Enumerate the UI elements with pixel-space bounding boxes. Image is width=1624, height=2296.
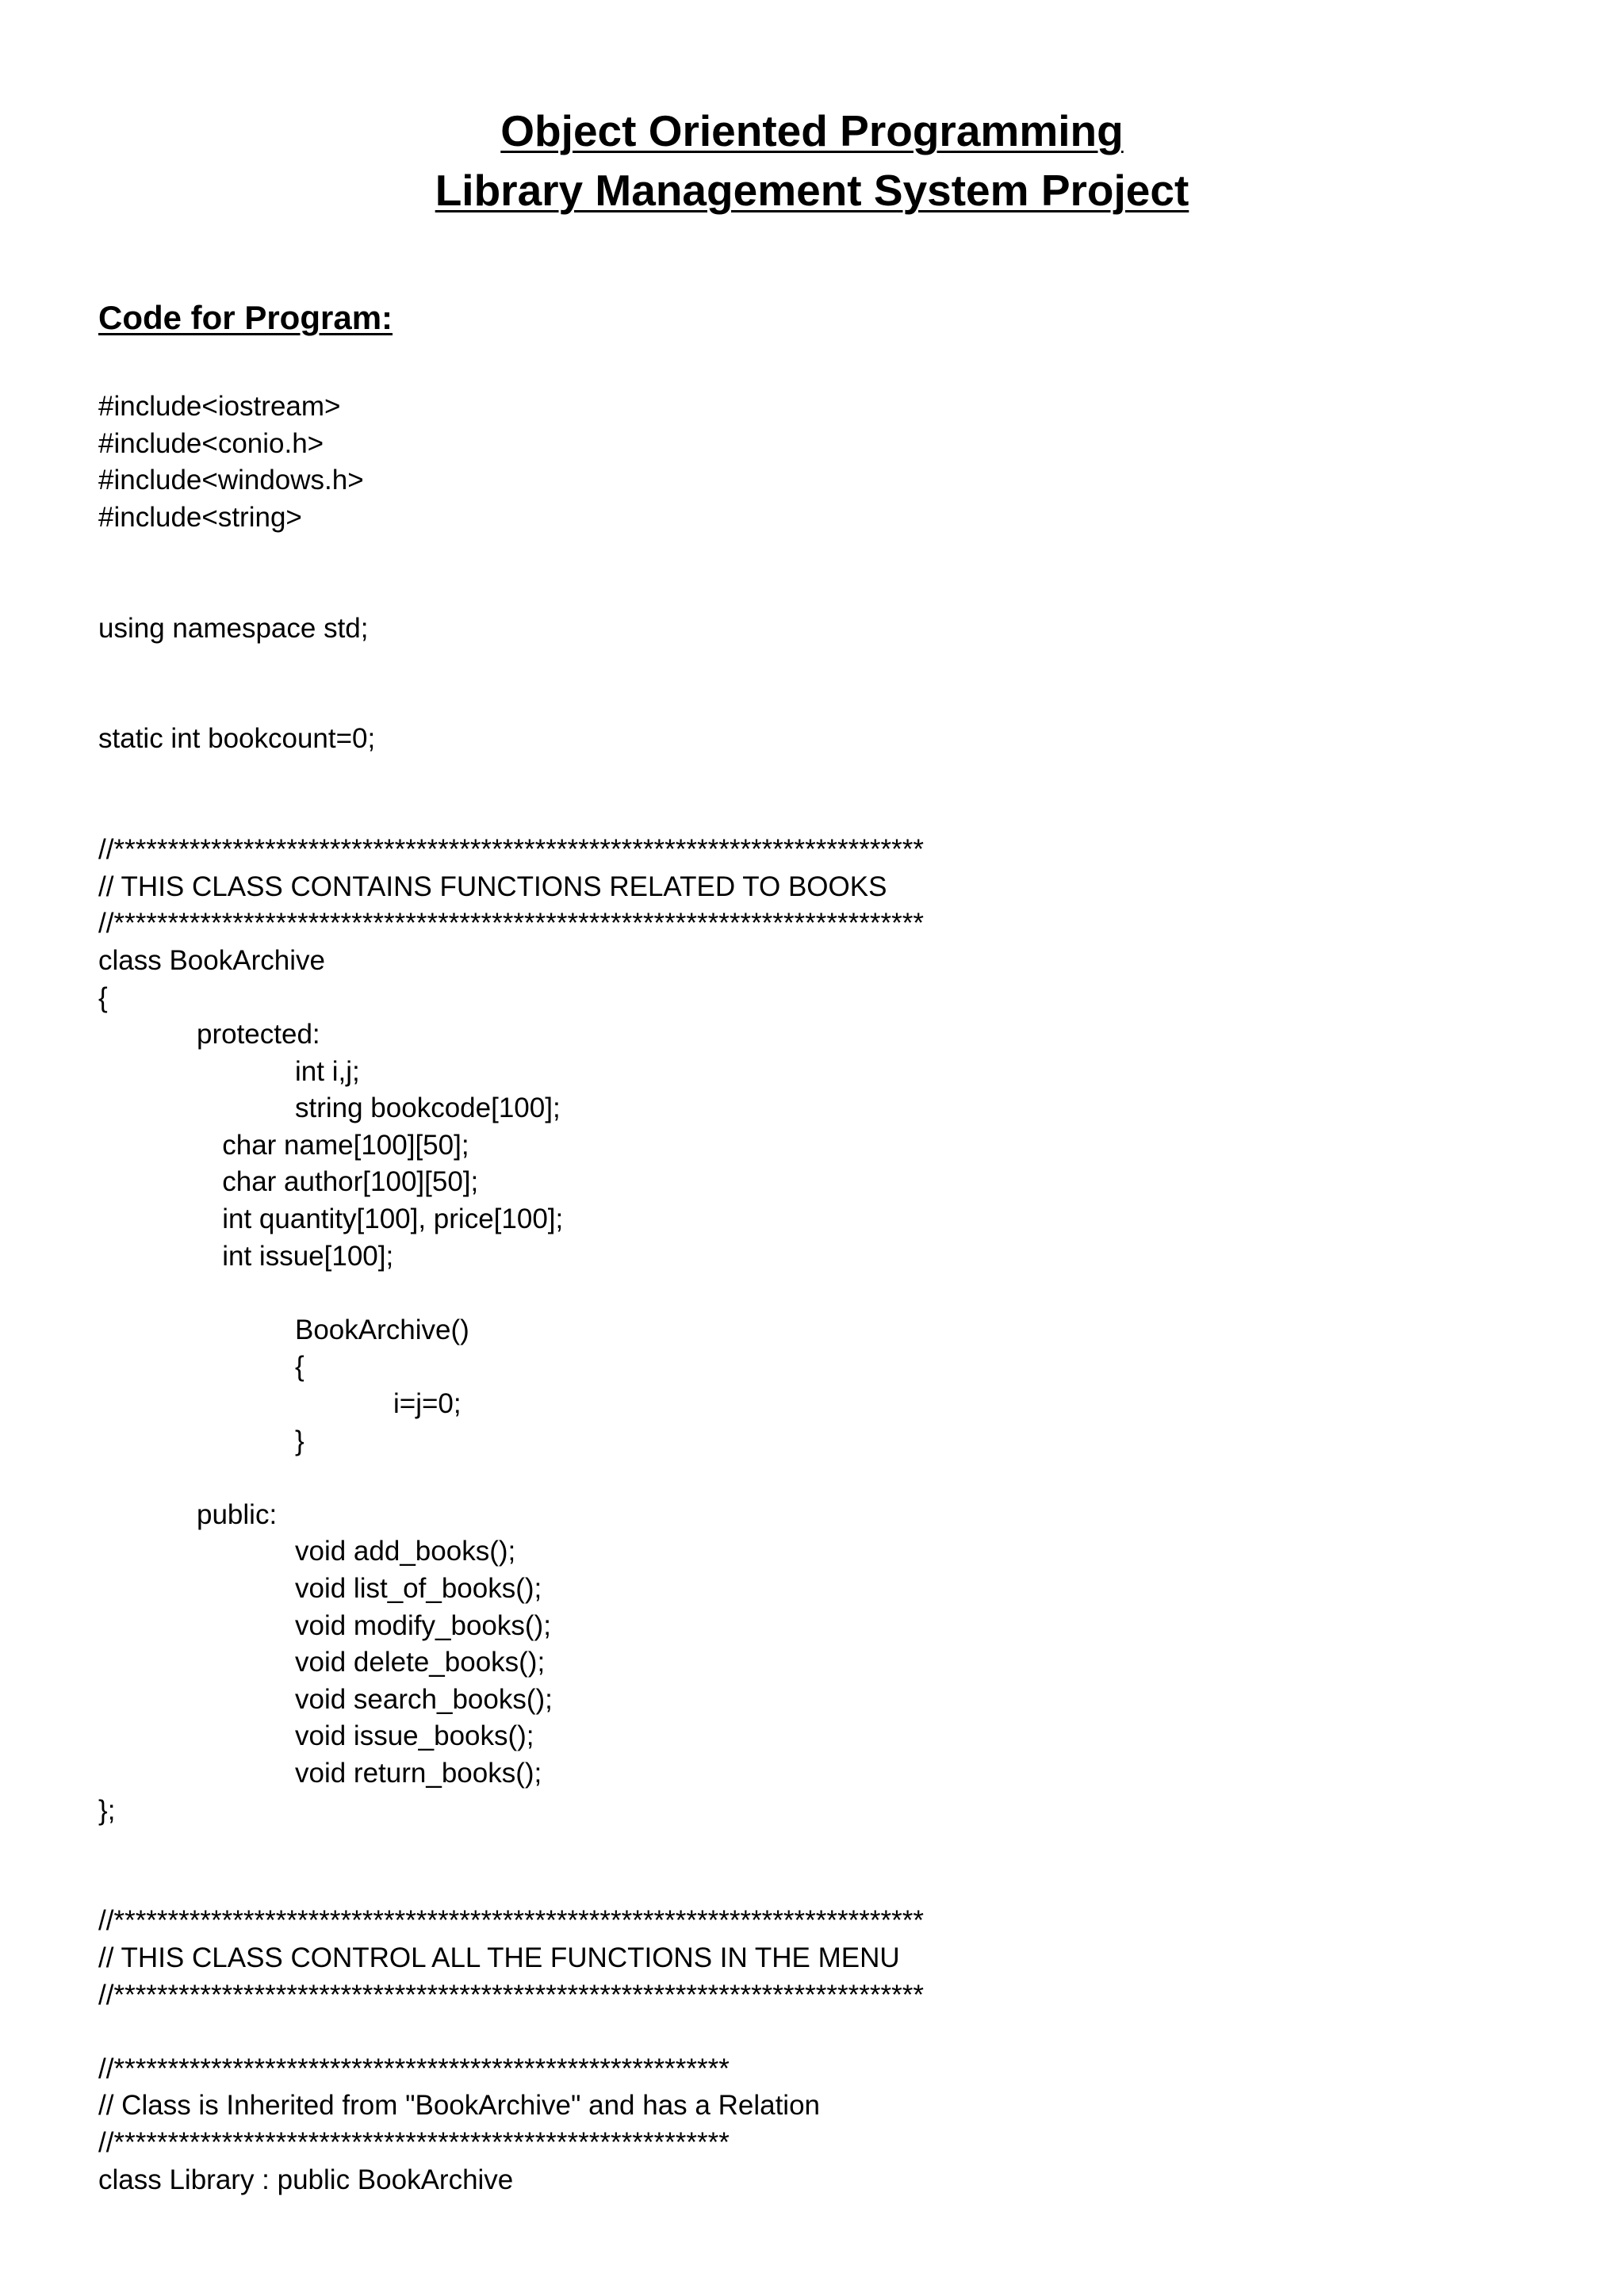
code-line: #include<iostream>: [98, 391, 341, 422]
code-line: int quantity[100], price[100];: [222, 1203, 564, 1235]
code-line: BookArchive(): [295, 1314, 469, 1345]
code-line: [98, 647, 1557, 684]
code-line: //***************************************************************************: [98, 908, 924, 939]
code-line: [98, 1866, 1557, 1904]
code-line: void modify_books();: [295, 1609, 551, 1641]
code-line: #include<string>: [98, 501, 302, 533]
code-line: //*********************************************************: [98, 2126, 730, 2158]
code-line: //***************************************************************************: [98, 1979, 924, 2011]
code-line: // Class is Inherited from "BookArchive" and has a Relation: [98, 2090, 820, 2122]
code-line: #include<conio.h>: [98, 427, 324, 459]
document-title-line2: Library Management System Project: [435, 166, 1189, 215]
code-line: [98, 536, 1557, 573]
code-line: void issue_books();: [295, 1720, 534, 1752]
code-line: //***************************************************************************: [98, 834, 924, 866]
section-heading: Code for Program:: [98, 299, 393, 336]
code-line: char name[100][50];: [222, 1129, 469, 1161]
code-listing: [98, 388, 1557, 2198]
code-line: public:: [197, 1498, 278, 1530]
code-line: //*********************************************************: [98, 2053, 730, 2084]
code-line: [98, 1829, 1557, 1866]
code-line: {: [98, 982, 108, 1013]
code-line: [98, 1275, 1557, 1312]
code-line: //***************************************************************************: [98, 1905, 924, 1937]
document-title-line1: Object Oriented Programming: [500, 106, 1124, 155]
code-line: int issue[100];: [222, 1240, 394, 1272]
code-line: [98, 795, 1557, 832]
code-line: void return_books();: [295, 1757, 542, 1789]
code-line: static int bookcount=0;: [98, 723, 376, 755]
code-line: {: [295, 1351, 304, 1383]
code-line: char author[100][50];: [222, 1166, 479, 1198]
code-line: [98, 758, 1557, 795]
code-line: };: [98, 1794, 116, 1826]
code-line: [98, 573, 1557, 610]
code-line: // THIS CLASS CONTAINS FUNCTIONS RELATED TO BOOKS: [98, 871, 887, 902]
code-line: [98, 2014, 1557, 2051]
code-line: string bookcode[100];: [295, 1093, 561, 1124]
code-line: #include<windows.h>: [98, 465, 364, 496]
code-line: [98, 1460, 1557, 1497]
code-line: i=j=0;: [393, 1388, 462, 1420]
code-line: // THIS CLASS CONTROL ALL THE FUNCTIONS IN THE MENU: [98, 1942, 900, 1973]
code-line: protected:: [197, 1019, 320, 1050]
code-line: class Library : public BookArchive: [98, 2164, 514, 2195]
code-line: int i,j;: [295, 1055, 360, 1087]
code-line: void search_books();: [295, 1683, 553, 1715]
code-line: [98, 684, 1557, 721]
code-line: void delete_books();: [295, 1647, 546, 1678]
code-line: void list_of_books();: [295, 1573, 542, 1604]
code-line: using namespace std;: [98, 612, 369, 644]
code-line: void add_books();: [295, 1536, 516, 1567]
code-line: }: [295, 1425, 304, 1456]
code-line: class BookArchive: [98, 944, 325, 976]
